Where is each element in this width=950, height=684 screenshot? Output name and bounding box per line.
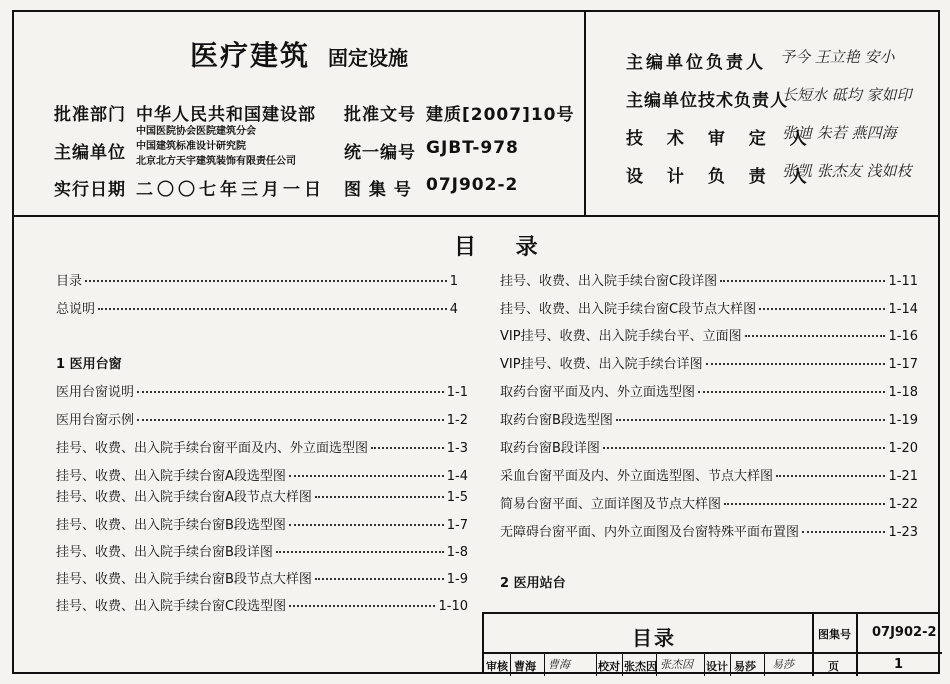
toc-entry[interactable]: 无障碍台窗平面、内外立面图及台窗特殊平面布置图 1-23 (500, 525, 918, 540)
toc-entry[interactable]: 目录 1 (56, 274, 458, 289)
toc-entry[interactable]: 总说明 4 (56, 302, 458, 317)
toc-section-heading: 2 医用站台 (500, 576, 566, 591)
review-name: 曹海 (514, 660, 536, 673)
toc-entry[interactable]: 挂号、收费、出入院手续台窗C段详图 1-11 (500, 274, 918, 289)
toc-entry[interactable]: 挂号、收费、出入院手续台窗B段详图 1-8 (56, 545, 468, 560)
editor-unit: 中国建筑标准设计研究院 (136, 141, 246, 152)
title-block (482, 612, 940, 674)
handwritten-signature: 长短水 砥均 家如印 (782, 86, 912, 104)
handwritten-signature: 予今 王立艳 安小 (780, 48, 895, 66)
check-name: 张杰因 (624, 660, 657, 673)
document-subtitle: 固定设施 (328, 46, 408, 70)
toc-entry[interactable]: 挂号、收费、出入院手续台窗C段节点大样图 1-14 (500, 302, 918, 317)
unified-no-value: GJBT-978 (426, 138, 519, 158)
design-name: 易莎 (734, 660, 756, 673)
approval-dept-label: 批准部门 (54, 105, 126, 125)
handwritten-signature: 张迪 朱若 燕四海 (782, 124, 897, 142)
review-signature: 曹海 (548, 658, 570, 671)
document-title: 医疗建筑 (190, 39, 311, 72)
atlas-no-value: 07J902-2 (426, 175, 519, 195)
toc-entry[interactable]: 取药台窗B段详图 1-20 (500, 441, 918, 456)
toc-entry[interactable]: 挂号、收费、出入院手续台窗B段选型图 1-7 (56, 518, 468, 533)
check-signature: 张杰因 (660, 658, 693, 671)
toc-entry[interactable]: 挂号、收费、出入院手续台窗平面及内、外立面选型图 1-3 (56, 441, 468, 456)
responsibility-row: 技 术 审 定 人 (626, 129, 816, 149)
toc-entry[interactable]: VIP挂号、收费、出入院手续台详图 1-17 (500, 357, 918, 372)
toc-entry[interactable]: 挂号、收费、出入院手续台窗B段节点大样图 1-9 (56, 572, 468, 587)
editor-unit: 北京北方天宇建筑装饰有限责任公司 (136, 156, 296, 167)
toc-entry[interactable]: 挂号、收费、出入院手续台窗A段选型图 1-4 (56, 469, 468, 484)
handwritten-signature: 张凯 张杰友 浅如枝 (782, 162, 912, 180)
page-number: 1 (894, 657, 904, 672)
responsibility-row: 主编单位技术负责人 (626, 91, 788, 111)
effective-date-label: 实行日期 (54, 180, 126, 200)
check-label: 校对 (598, 660, 620, 673)
toc-entry[interactable]: VIP挂号、收费、出入院手续台平、立面图 1-16 (500, 329, 918, 344)
unified-no-label: 统一编号 (344, 143, 416, 163)
toc-entry[interactable]: 取药台窗平面及内、外立面选型图 1-18 (500, 385, 918, 400)
effective-date-value: 二〇〇七年三月一日 (136, 180, 325, 200)
toc-entry[interactable]: 简易台窗平面、立面详图及节点大样图 1-22 (500, 497, 918, 512)
atlas-label: 图集号 (818, 628, 851, 641)
toc-section-heading: 1 医用台窗 (56, 357, 122, 372)
design-signature: 易莎 (772, 658, 794, 671)
toc-entry[interactable]: 挂号、收费、出入院手续台窗C段选型图 1-10 (56, 599, 468, 614)
design-label: 设计 (706, 660, 728, 673)
editor-unit: 中国医院协会医院建筑分会 (136, 126, 256, 137)
toc-entry[interactable]: 医用台窗示例 1-2 (56, 413, 468, 428)
toc-entry[interactable]: 取药台窗B段选型图 1-19 (500, 413, 918, 428)
approval-doc-label: 批准文号 (344, 105, 416, 125)
review-label: 审核 (486, 660, 508, 673)
drawing-frame (12, 10, 940, 674)
header-info-panel (14, 12, 586, 217)
atlas-value: 07J902-2 (872, 625, 937, 640)
toc-entry[interactable]: 采血台窗平面及内、外立面选型图、节点大样图 1-21 (500, 469, 918, 484)
editor-units (136, 124, 296, 169)
title-block-title: 目录 (632, 626, 676, 650)
responsibility-row: 设 计 负 责 人 (626, 167, 816, 187)
toc-heading: 目 录 (454, 235, 554, 260)
approval-doc-value: 建质[2007]10号 (426, 105, 575, 125)
page-label: 页 (828, 660, 839, 673)
responsibility-panel (586, 12, 940, 217)
toc-entry[interactable]: 挂号、收费、出入院手续台窗A段节点大样图 1-5 (56, 490, 468, 505)
responsibility-row: 主编单位负责人 (626, 53, 766, 73)
atlas-no-label: 图 集 号 (344, 180, 412, 200)
editor-label: 主编单位 (54, 143, 126, 163)
toc-entry[interactable]: 医用台窗说明 1-1 (56, 385, 468, 400)
approval-dept-value: 中华人民共和国建设部 (136, 105, 316, 125)
